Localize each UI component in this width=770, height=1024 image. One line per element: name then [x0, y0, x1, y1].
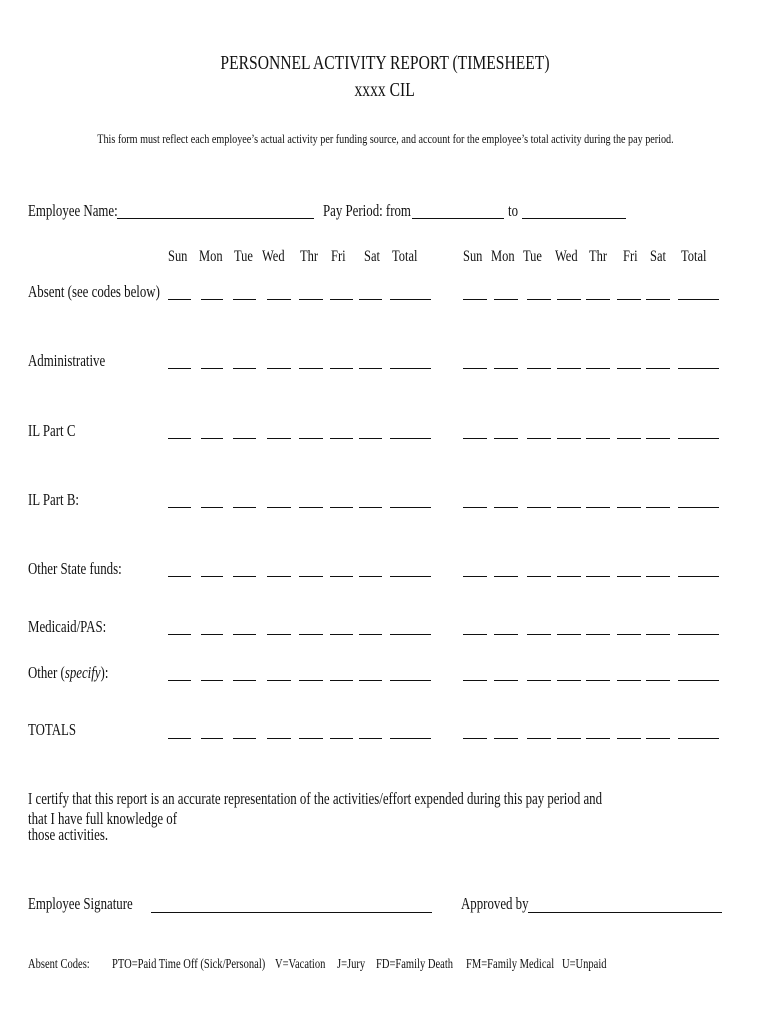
- hours-field-row2-week1-total[interactable]: [390, 438, 431, 439]
- week1-header-mon: [199, 248, 229, 266]
- hours-field-row5-week1-sun[interactable]: [168, 634, 191, 635]
- approved-by-field[interactable]: [528, 912, 722, 913]
- hours-field-row1-week2-fri[interactable]: [617, 368, 641, 369]
- employee-name-label-text: Employee Name:: [28, 201, 118, 220]
- hours-field-row6-week2-thr[interactable]: [586, 680, 610, 681]
- hours-field-row3-week2-total[interactable]: [678, 507, 719, 508]
- hours-field-row7-week2-total[interactable]: [678, 738, 719, 739]
- approved-by-label-text: Approved by: [461, 894, 529, 913]
- absent-code-unpaid: [562, 956, 619, 972]
- week2-header-wed: [555, 248, 584, 266]
- hours-field-row6-week2-total[interactable]: [678, 680, 719, 681]
- certification-line-1-text: I certify that this report is an accurate representation of the activities/effort expended during this pay period and that I have full knowledge of: [28, 789, 603, 828]
- hours-field-row3-week1-total[interactable]: [390, 507, 431, 508]
- hours-field-row6-week2-tue[interactable]: [527, 680, 551, 681]
- row-label-il-part-c: [28, 421, 89, 441]
- hours-field-row7-week2-sun[interactable]: [463, 738, 487, 739]
- absent-code-jury: [337, 956, 373, 972]
- row-label-other-specify: [28, 663, 131, 683]
- hours-field-row4-week1-sat[interactable]: [359, 576, 382, 577]
- week1-header-sat: [364, 248, 384, 266]
- absent-code-family-medical-text: FM=Family Medical: [466, 956, 555, 971]
- hours-field-row6-week2-wed[interactable]: [557, 680, 581, 681]
- hours-field-row1-week2-sun[interactable]: [463, 368, 487, 369]
- week2-header-text: Wed: [555, 248, 578, 265]
- hours-field-row3-week2-wed[interactable]: [557, 507, 581, 508]
- week1-header-text: Tue: [234, 248, 253, 265]
- hours-field-row6-week1-total[interactable]: [390, 680, 431, 681]
- hours-field-row3-week1-sun[interactable]: [168, 507, 191, 508]
- employee-name-field[interactable]: [117, 218, 314, 219]
- hours-field-row7-week1-thr[interactable]: [299, 738, 323, 739]
- week1-header-text: Sat: [364, 248, 380, 265]
- week1-header-fri: [331, 248, 350, 266]
- hours-field-row3-week1-sat[interactable]: [359, 507, 382, 508]
- hours-field-row4-week1-total[interactable]: [390, 576, 431, 577]
- hours-field-row5-week1-mon[interactable]: [201, 634, 223, 635]
- week1-header-text: Sun: [168, 248, 188, 265]
- hours-field-row2-week1-sat[interactable]: [359, 438, 382, 439]
- hours-field-row1-week2-mon[interactable]: [494, 368, 518, 369]
- form-subtitle-text: xxxx CIL: [354, 79, 416, 101]
- hours-field-row4-week2-thr[interactable]: [586, 576, 610, 577]
- hours-field-row6-week2-sun[interactable]: [463, 680, 487, 681]
- hours-field-row7-week1-total[interactable]: [390, 738, 431, 739]
- hours-field-row6-week1-fri[interactable]: [330, 680, 353, 681]
- hours-field-row1-week1-fri[interactable]: [330, 368, 353, 369]
- absent-code-family-death-text: FD=Family Death: [376, 956, 454, 971]
- hours-field-row2-week1-fri[interactable]: [330, 438, 353, 439]
- hours-field-row2-week1-tue[interactable]: [233, 438, 256, 439]
- week1-header-sun: [168, 248, 193, 266]
- hours-field-row6-week2-sat[interactable]: [646, 680, 670, 681]
- hours-field-row4-week2-total[interactable]: [678, 576, 719, 577]
- hours-field-row5-week1-total[interactable]: [390, 634, 431, 635]
- hours-field-row3-week2-sat[interactable]: [646, 507, 670, 508]
- hours-field-row1-week2-tue[interactable]: [527, 368, 551, 369]
- week2-header-text: Fri: [623, 248, 638, 265]
- hours-field-row7-week1-wed[interactable]: [267, 738, 291, 739]
- form-subtitle: [0, 79, 770, 102]
- hours-field-row5-week2-mon[interactable]: [494, 634, 518, 635]
- employee-signature-label-text: Employee Signature: [28, 894, 133, 913]
- week1-header-text: Total: [392, 248, 418, 265]
- week2-header-fri: [623, 248, 642, 266]
- week1-header-total: [392, 248, 425, 266]
- hours-field-row6-week1-sat[interactable]: [359, 680, 382, 681]
- absent-codes-label: [28, 956, 107, 972]
- hours-field-row5-week2-sun[interactable]: [463, 634, 487, 635]
- hours-field-row7-week1-sat[interactable]: [359, 738, 382, 739]
- hours-field-row3-week2-thr[interactable]: [586, 507, 610, 508]
- hours-field-row3-week1-fri[interactable]: [330, 507, 353, 508]
- hours-field-row5-week2-thr[interactable]: [586, 634, 610, 635]
- form-instructions-text: This form must reflect each employee’s actual activity per funding source, and account for the employee’s total activity during the pay period.: [96, 131, 674, 146]
- hours-field-row6-week1-tue[interactable]: [233, 680, 256, 681]
- pay-period-from-field[interactable]: [412, 218, 504, 219]
- row-label-administrative: [28, 351, 127, 371]
- hours-field-row0-week2-tue[interactable]: [527, 299, 551, 300]
- hours-field-row4-week2-mon[interactable]: [494, 576, 518, 577]
- hours-field-row1-week1-sun[interactable]: [168, 368, 191, 369]
- hours-field-row2-week2-wed[interactable]: [557, 438, 581, 439]
- hours-field-row1-week2-thr[interactable]: [586, 368, 610, 369]
- week2-header-text: Mon: [491, 248, 515, 265]
- hours-field-row7-week1-mon[interactable]: [201, 738, 223, 739]
- hours-field-row2-week2-tue[interactable]: [527, 438, 551, 439]
- hours-field-row0-week1-thr[interactable]: [299, 299, 323, 300]
- week2-header-mon: [491, 248, 521, 266]
- hours-field-row6-week1-thr[interactable]: [299, 680, 323, 681]
- hours-field-row5-week1-tue[interactable]: [233, 634, 256, 635]
- hours-field-row2-week1-sun[interactable]: [168, 438, 191, 439]
- hours-field-row1-week2-sat[interactable]: [646, 368, 670, 369]
- hours-field-row4-week2-tue[interactable]: [527, 576, 551, 577]
- hours-field-row3-week1-mon[interactable]: [201, 507, 223, 508]
- pay-period-to-label: [508, 201, 521, 221]
- hours-field-row2-week2-sun[interactable]: [463, 438, 487, 439]
- hours-field-row0-week2-mon[interactable]: [494, 299, 518, 300]
- hours-field-row1-week1-wed[interactable]: [267, 368, 291, 369]
- hours-field-row5-week2-sat[interactable]: [646, 634, 670, 635]
- week1-header-text: Thr: [300, 248, 319, 265]
- hours-field-row1-week1-thr[interactable]: [299, 368, 323, 369]
- hours-field-row3-week2-fri[interactable]: [617, 507, 641, 508]
- hours-field-row1-week1-total[interactable]: [390, 368, 431, 369]
- hours-field-row4-week1-mon[interactable]: [201, 576, 223, 577]
- hours-field-row7-week2-sat[interactable]: [646, 738, 670, 739]
- week2-header-text: Sat: [650, 248, 666, 265]
- hours-field-row0-week2-thr[interactable]: [586, 299, 610, 300]
- week1-header-thr: [300, 248, 323, 266]
- employee-signature-label: [28, 894, 162, 914]
- certification-line-2: [28, 825, 131, 845]
- week1-header-text: Fri: [331, 248, 346, 265]
- row-label-administrative-text: Administrative: [28, 351, 106, 370]
- hours-field-row0-week1-tue[interactable]: [233, 299, 256, 300]
- other-label-italic: specify: [64, 663, 101, 682]
- hours-field-row4-week1-wed[interactable]: [267, 576, 291, 577]
- row-label-il-part-b-text: IL Part B:: [28, 490, 80, 509]
- hours-field-row6-week1-sun[interactable]: [168, 680, 191, 681]
- hours-field-row7-week1-fri[interactable]: [330, 738, 353, 739]
- hours-field-row6-week2-fri[interactable]: [617, 680, 641, 681]
- hours-field-row1-week2-total[interactable]: [678, 368, 719, 369]
- hours-field-row0-week1-total[interactable]: [390, 299, 431, 300]
- hours-field-row5-week2-wed[interactable]: [557, 634, 581, 635]
- approved-by-label: [461, 894, 548, 914]
- absent-code-family-death: [376, 956, 475, 972]
- week2-header-text: Total: [681, 248, 707, 265]
- hours-field-row7-week2-mon[interactable]: [494, 738, 518, 739]
- week2-header-text: Sun: [463, 248, 483, 265]
- absent-code-unpaid-text: U=Unpaid: [562, 956, 607, 971]
- row-label-il-part-b: [28, 490, 93, 510]
- pay-period-to-field[interactable]: [522, 218, 626, 219]
- hours-field-row7-week2-tue[interactable]: [527, 738, 551, 739]
- hours-field-row6-week2-mon[interactable]: [494, 680, 518, 681]
- hours-field-row2-week2-sat[interactable]: [646, 438, 670, 439]
- row-label-medicaid-pas-text: Medicaid/PAS:: [28, 617, 107, 636]
- row-label-absent-text: Absent (see codes below): [28, 282, 160, 301]
- hours-field-row0-week2-total[interactable]: [678, 299, 719, 300]
- hours-field-row5-week2-tue[interactable]: [527, 634, 551, 635]
- row-label-medicaid-pas: [28, 617, 128, 637]
- hours-field-row5-week2-total[interactable]: [678, 634, 719, 635]
- week2-header-sat: [650, 248, 670, 266]
- hours-field-row4-week1-sun[interactable]: [168, 576, 191, 577]
- form-title: [0, 52, 770, 75]
- hours-field-row3-week2-mon[interactable]: [494, 507, 518, 508]
- week2-header-text: Thr: [589, 248, 608, 265]
- hours-field-row2-week2-total[interactable]: [678, 438, 719, 439]
- week1-header-text: Wed: [262, 248, 285, 265]
- hours-field-row3-week2-tue[interactable]: [527, 507, 551, 508]
- hours-field-row2-week1-thr[interactable]: [299, 438, 323, 439]
- hours-field-row2-week2-thr[interactable]: [586, 438, 610, 439]
- form-title-text: PERSONNEL ACTIVITY REPORT (TIMESHEET): [220, 52, 550, 74]
- hours-field-row4-week2-sun[interactable]: [463, 576, 487, 577]
- certification-line-2-text: those activities.: [28, 825, 109, 844]
- hours-field-row0-week2-sun[interactable]: [463, 299, 487, 300]
- hours-field-row0-week2-wed[interactable]: [557, 299, 581, 300]
- hours-field-row2-week2-mon[interactable]: [494, 438, 518, 439]
- hours-field-row3-week2-sun[interactable]: [463, 507, 487, 508]
- row-label-totals-text: TOTALS: [28, 720, 77, 739]
- hours-field-row5-week1-fri[interactable]: [330, 634, 353, 635]
- absent-code-jury-text: J=Jury: [337, 956, 366, 971]
- hours-field-row4-week1-thr[interactable]: [299, 576, 323, 577]
- week2-header-thr: [589, 248, 612, 266]
- hours-field-row1-week1-tue[interactable]: [233, 368, 256, 369]
- hours-field-row7-week1-tue[interactable]: [233, 738, 256, 739]
- hours-field-row6-week1-wed[interactable]: [267, 680, 291, 681]
- pay-period-from-label-text: Pay Period: from: [323, 201, 411, 220]
- hours-field-row4-week1-tue[interactable]: [233, 576, 256, 577]
- hours-field-row4-week2-wed[interactable]: [557, 576, 581, 577]
- week2-header-total: [681, 248, 714, 266]
- hours-field-row7-week2-thr[interactable]: [586, 738, 610, 739]
- hours-field-row7-week2-wed[interactable]: [557, 738, 581, 739]
- hours-field-row3-week1-thr[interactable]: [299, 507, 323, 508]
- hours-field-row5-week1-wed[interactable]: [267, 634, 291, 635]
- row-label-totals: [28, 720, 90, 740]
- hours-field-row0-week2-fri[interactable]: [617, 299, 641, 300]
- hours-field-row3-week1-tue[interactable]: [233, 507, 256, 508]
- form-instructions: [0, 131, 770, 147]
- row-label-other-state-funds-text: Other State funds:: [28, 559, 122, 578]
- absent-code-pto-text: PTO=Paid Time Off (Sick/Personal): [112, 956, 266, 971]
- hours-field-row0-week1-wed[interactable]: [267, 299, 291, 300]
- week1-header-wed: [262, 248, 291, 266]
- week2-header-text: Tue: [523, 248, 542, 265]
- hours-field-row6-week1-mon[interactable]: [201, 680, 223, 681]
- absent-codes-label-text: Absent Codes:: [28, 956, 90, 971]
- row-label-other-specify-text: [28, 663, 108, 683]
- week2-header-tue: [523, 248, 547, 266]
- hours-field-row1-week2-wed[interactable]: [557, 368, 581, 369]
- hours-field-row5-week1-thr[interactable]: [299, 634, 323, 635]
- hours-field-row0-week1-sat[interactable]: [359, 299, 382, 300]
- week1-header-text: Mon: [199, 248, 223, 265]
- hours-field-row2-week1-mon[interactable]: [201, 438, 223, 439]
- hours-field-row0-week1-mon[interactable]: [201, 299, 223, 300]
- hours-field-row3-week1-wed[interactable]: [267, 507, 291, 508]
- week2-header-sun: [463, 248, 488, 266]
- hours-field-row5-week2-fri[interactable]: [617, 634, 641, 635]
- absent-code-vacation-text: V=Vacation: [275, 956, 326, 971]
- other-label-prefix: Other (: [28, 663, 65, 682]
- hours-field-row1-week1-mon[interactable]: [201, 368, 223, 369]
- employee-signature-field[interactable]: [151, 912, 432, 913]
- pay-period-to-label-text: to: [508, 201, 519, 220]
- row-label-other-state-funds: [28, 559, 148, 579]
- hours-field-row2-week1-wed[interactable]: [267, 438, 291, 439]
- hours-field-row2-week2-fri[interactable]: [617, 438, 641, 439]
- hours-field-row0-week1-fri[interactable]: [330, 299, 353, 300]
- hours-field-row0-week2-sat[interactable]: [646, 299, 670, 300]
- hours-field-row4-week2-fri[interactable]: [617, 576, 641, 577]
- certification-line-1: [28, 789, 770, 829]
- hours-field-row1-week1-sat[interactable]: [359, 368, 382, 369]
- hours-field-row5-week1-sat[interactable]: [359, 634, 382, 635]
- hours-field-row4-week2-sat[interactable]: [646, 576, 670, 577]
- week1-header-tue: [234, 248, 258, 266]
- hours-field-row4-week1-fri[interactable]: [330, 576, 353, 577]
- hours-field-row7-week2-fri[interactable]: [617, 738, 641, 739]
- other-label-suffix: ):: [100, 663, 109, 682]
- hours-field-row7-week1-sun[interactable]: [168, 738, 191, 739]
- row-label-il-part-c-text: IL Part C: [28, 421, 76, 440]
- absent-code-vacation: [275, 956, 340, 972]
- hours-field-row0-week1-sun[interactable]: [168, 299, 191, 300]
